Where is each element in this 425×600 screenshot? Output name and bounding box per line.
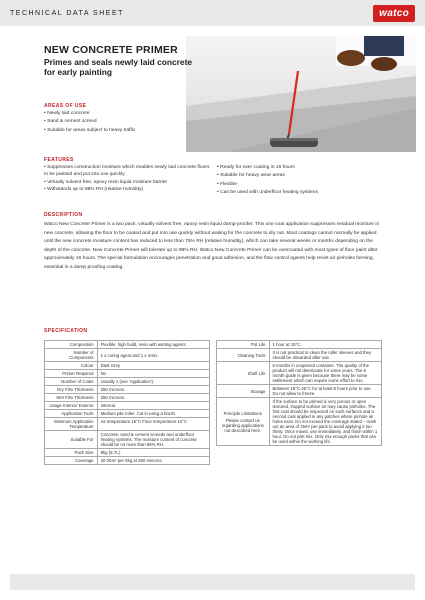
table-row [217,398,382,446]
table-row [45,449,210,457]
spec-value: It is not practical to clean the roller sleeves and they should be discarded after use. [269,349,381,362]
product-photo [186,36,416,152]
document-type-title: TECHNICAL DATA SHEET [10,9,124,17]
table-row [45,410,210,418]
spec-table-right [216,340,382,446]
spec-value: Dark Grey [97,362,209,370]
spec-value: Usually 1 (see 'Application'). [97,378,209,386]
table-row [217,349,382,362]
spec-label: Pack Size [45,449,98,457]
specification-heading: SPECIFICATION [44,328,88,334]
spec-label: Shelf Life [217,362,270,385]
spec-value: 20-25m² per 8kg at 250 microns. [97,457,209,465]
spec-value: 6 months in unopened container. The quality of the product will not deteriorate for some years. The 6 month guide is given because there may be some settlement which can require some effort to mix. [269,362,381,385]
spec-label: Primer Required [45,370,98,378]
spec-label: Principle Limitations [223,410,262,416]
footer-band [10,574,415,590]
spec-value: 250 microns. [97,386,209,394]
title-block [44,44,194,77]
list-item: • Suppresses construction moisture which enables newly laid concrete floors to be painted and put into use quickly [44,164,214,179]
spec-table-left [44,340,210,465]
list-item: • Newly laid concrete [44,110,194,118]
table-row [45,394,210,402]
list-item: • Suitable for areas subject to heavy traffic [44,127,194,135]
table-row [45,431,210,449]
list-item: • Suitable for heavy wear areas [217,172,387,180]
spec-label: Coverage [45,457,98,465]
list-item: • Flexible [217,181,387,189]
spec-value: Concrete, sand & cement screeds and underfloor heating systems. The moisture content of concrete should be no more than 98% RH. [97,431,209,449]
spec-label: Dry Film Thickness [45,386,98,394]
description-text: Watco New Concrete Primer is a two pack, virtually solvent free, epoxy resin liquid damp-proofer. This one coat application suppresses residual moisture in new concrete, allowing the floor to be coated and put into use quickly without waiting for the concrete to dry out. Most coatings cannot normally be applied until the new concrete moisture content has reduced to less than 75% RH (relative humidity), which can take several weeks or months depending on the depth of the concrete. New Concrete Primer will tolerate up to 98% RH. Watco New Concrete Primer can be overcoated with most types of floor paint after approximately 16 hours. The special formulation encourages penetration and good adhesion, and the flow control agents help resist air pinholes forming, essential in a damp proofing coating. [44,222,380,270]
list-item: • Ready for over coating in 16 hours [217,164,387,172]
product-name: NEW CONCRETE PRIMER [44,44,178,56]
features-list-left [44,164,214,194]
spec-label: Composition [45,341,98,349]
spec-value: 1 hour at 15°C. [269,341,381,349]
spec-label: Number of Coats [45,378,98,386]
spec-label: Cleaning Tools [217,349,270,362]
spec-value: Internal. [97,402,209,410]
spec-label: Pot Life [217,341,270,349]
list-item: • Sand & cement screed [44,118,194,126]
spec-value: No [97,370,209,378]
list-item: • Can be used with underfloor heating systems [217,189,387,197]
spec-value: 8kg (5.7L). [97,449,209,457]
description-heading: DESCRIPTION [44,212,83,218]
table-row [45,457,210,465]
spec-sublabel: Please contact us regarding applications not described here. [221,417,264,433]
features-list-right [217,164,387,198]
spec-value: If the surface to be primed is very porous or open textured, trapped surface air may cause pinholes. The first coat should be inspected on such surfaces and a second coat applied in any patches where pinhole air holes exist. Do not exceed the coverage stated – mark out an area of 25m² per pack to avoid applying it too thinly. Once mixed, use immediately, and finish within 1 hour. Do not part mix. Only mix enough packs that can be used within the working life. [269,398,381,446]
spec-value: 250 microns. [97,394,209,402]
spec-label: Minimum Application Temperature [45,418,98,431]
spec-label: Storage [217,385,270,398]
spec-value: Air temperature 15°C Floor temperature 10°C [97,418,209,431]
spec-label: Application Tools [45,410,98,418]
list-item: • Withstands up to 98% RH (relative humidity) [44,186,214,193]
spec-value: Flexible, high build, resin with wetting agents. [97,341,209,349]
product-tagline: Primes and seals newly laid concrete for early painting [44,57,193,77]
table-row [217,385,382,398]
table-row [45,362,210,370]
table-row [45,402,210,410]
spec-label-cell [217,398,270,446]
spec-label: Number of Components [45,349,98,362]
spec-value: Between 15°C-25°C for at least 8 hours prior to use. Do not allow to freeze. [269,385,381,398]
spec-label: Wet Film Thickness [45,394,98,402]
table-row [45,378,210,386]
areas-of-use-list [44,110,194,135]
spec-value: Medium pile roller. Cut in using a brush. [97,410,209,418]
table-row [45,349,210,362]
table-row [45,418,210,431]
areas-of-use-heading: AREAS OF USE [44,103,87,109]
spec-label: Usage Interior/ Exterior [45,402,98,410]
spec-label: Suitable For [45,431,98,449]
table-row [45,341,210,349]
spec-label: Colour [45,362,98,370]
watco-logo: watco [373,5,415,22]
list-item: • Virtually solvent free, epoxy resin liquid moisture barrier [44,179,214,186]
table-row [217,362,382,385]
spec-value: 1 x curing agent and 1 x resin. [97,349,209,362]
features-heading: FEATURES [44,157,74,163]
table-row [217,341,382,349]
header-band [0,0,425,26]
table-row [45,370,210,378]
table-row [45,386,210,394]
